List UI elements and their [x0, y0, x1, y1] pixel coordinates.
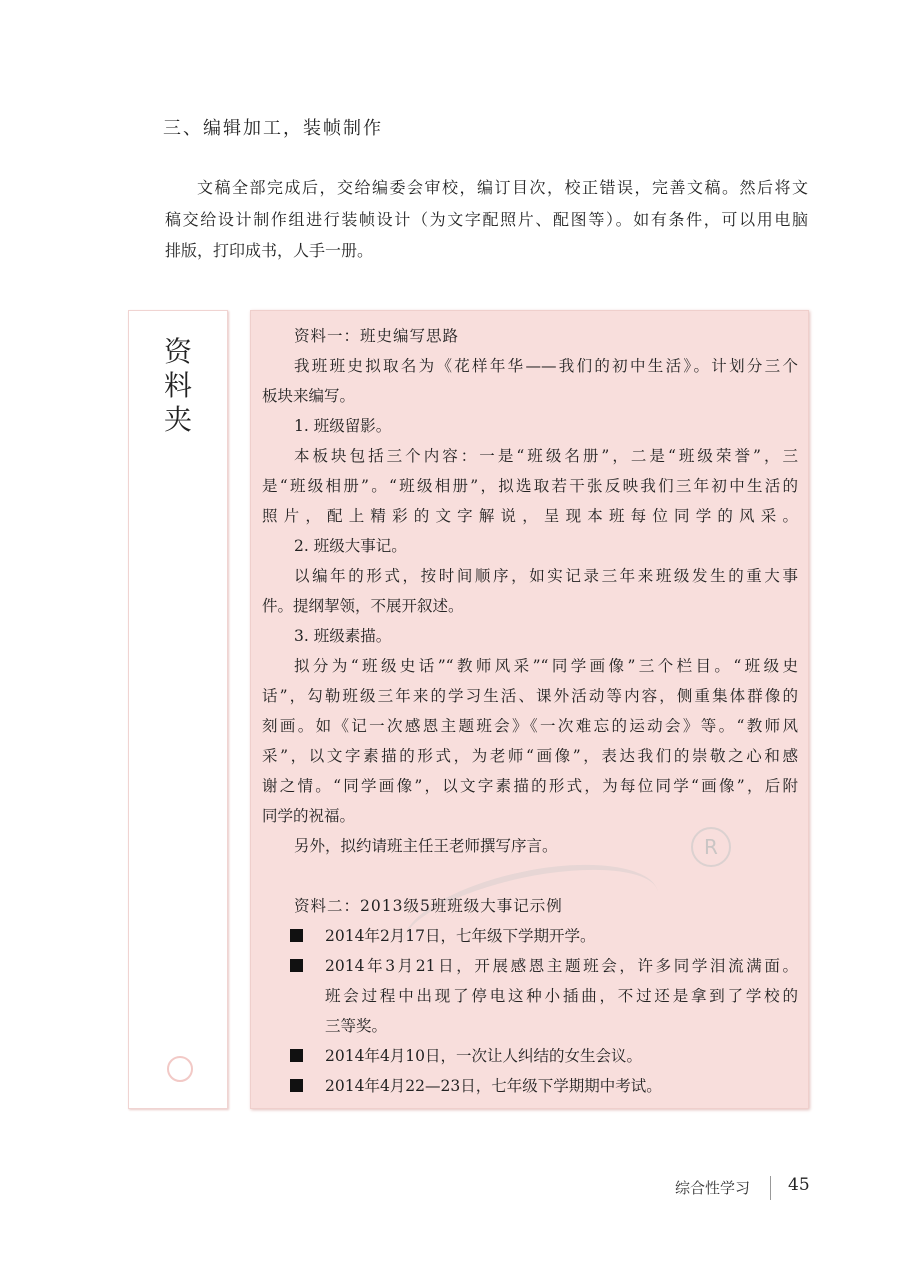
material1-line: 采”，以文字素描的形式，为老师“画像”，表达我们的崇敬之心和感	[262, 747, 798, 765]
material1-line: 以编年的形式，按时间顺序，如实记录三年来班级发生的重大事	[294, 567, 798, 585]
material2-list	[262, 921, 798, 1101]
material1-line: 3. 班级素描。	[294, 627, 392, 645]
sidebar-title-char: 夹	[163, 403, 192, 436]
sidebar-title	[129, 335, 227, 437]
footer-divider	[770, 1176, 771, 1200]
material1-line: 2. 班级大事记。	[294, 537, 407, 555]
material1-line: 本板块包括三个内容：一是“班级名册”，二是“班级荣誉”，三	[294, 447, 798, 465]
sidebar-title-char: 料	[163, 369, 192, 402]
square-bullet-icon	[290, 1079, 303, 1092]
material1-line: 我班班史拟取名为《花样年华——我们的初中生活》。计划分三个	[294, 357, 798, 375]
intro-line: 稿交给设计制作组进行装帧设计（为文字配照片、配图等）。如有条件，可以用电脑	[165, 209, 808, 229]
event-text-continued: 三等奖。	[325, 1017, 388, 1035]
material2-title: 资料二：2013级5班班级大事记示例	[294, 897, 563, 915]
page-number: 45	[788, 1175, 810, 1195]
event-item	[262, 1041, 798, 1071]
sidebar-panel	[128, 310, 228, 1109]
intro-line: 文稿全部完成后，交给编委会审校，编订目次，校正错误，完善文稿。然后将文	[197, 178, 808, 197]
intro-line: 排版，打印成书，人手一册。	[165, 241, 374, 260]
material1-line: 拟分为“班级史话”“教师风采”“同学画像”三个栏目。“班级史	[294, 657, 798, 675]
material1-line: 1. 班级留影。	[294, 417, 392, 435]
material1-line: 谢之情。“同学画像”，以文字素描的形式，为每位同学“画像”，后附	[262, 777, 798, 795]
event-item	[262, 921, 798, 951]
section-heading: 三、编辑加工，装帧制作	[163, 118, 383, 139]
material1-line: 同学的祝福。	[262, 807, 356, 825]
material1-line: 是“班级相册”。“班级相册”，拟选取若干张反映我们三年初中生活的	[262, 477, 798, 495]
event-item	[262, 1071, 798, 1101]
material1-line: 话”，勾勒班级三年来的学习生活、课外活动等内容，侧重集体群像的	[262, 687, 798, 705]
event-text: 2014年4月22—23日，七年级下学期期中考试。	[325, 1077, 662, 1095]
event-text: 2014年2月17日，七年级下学期开学。	[325, 927, 596, 945]
material1-title: 资料一：班史编写思路	[294, 327, 460, 345]
material1-line: 板块来编写。	[262, 387, 356, 405]
sidebar-title-char: 资	[163, 335, 192, 368]
event-text-continued: 班会过程中出现了停电这种小插曲，不过还是拿到了学校的	[325, 987, 798, 1005]
registered-mark-icon: R	[691, 827, 731, 867]
square-bullet-icon	[290, 1049, 303, 1062]
material1-line: 件。提纲挈领，不展开叙述。	[262, 597, 464, 615]
event-item	[262, 951, 798, 981]
intro-paragraph	[165, 172, 808, 267]
material1-line: 另外，拟约请班主任王老师撰写序言。	[294, 837, 558, 855]
material1-line: 刻画。如《记一次感恩主题班会》《一次难忘的运动会》等。“教师风	[262, 717, 798, 735]
materials-panel	[250, 310, 809, 1109]
event-text: 2014年3月21日，开展感恩主题班会，许多同学泪流满面。	[325, 957, 798, 975]
square-bullet-icon	[290, 929, 303, 942]
material1-body	[262, 351, 798, 861]
footer-section-label: 综合性学习	[675, 1179, 751, 1197]
logo-mark-icon	[167, 1056, 193, 1082]
material1-line: 照片，配上精彩的文字解说，呈现本班每位同学的风采。	[262, 507, 798, 525]
event-text: 2014年4月10日，一次让人纠结的女生会议。	[325, 1047, 643, 1065]
square-bullet-icon	[290, 959, 303, 972]
